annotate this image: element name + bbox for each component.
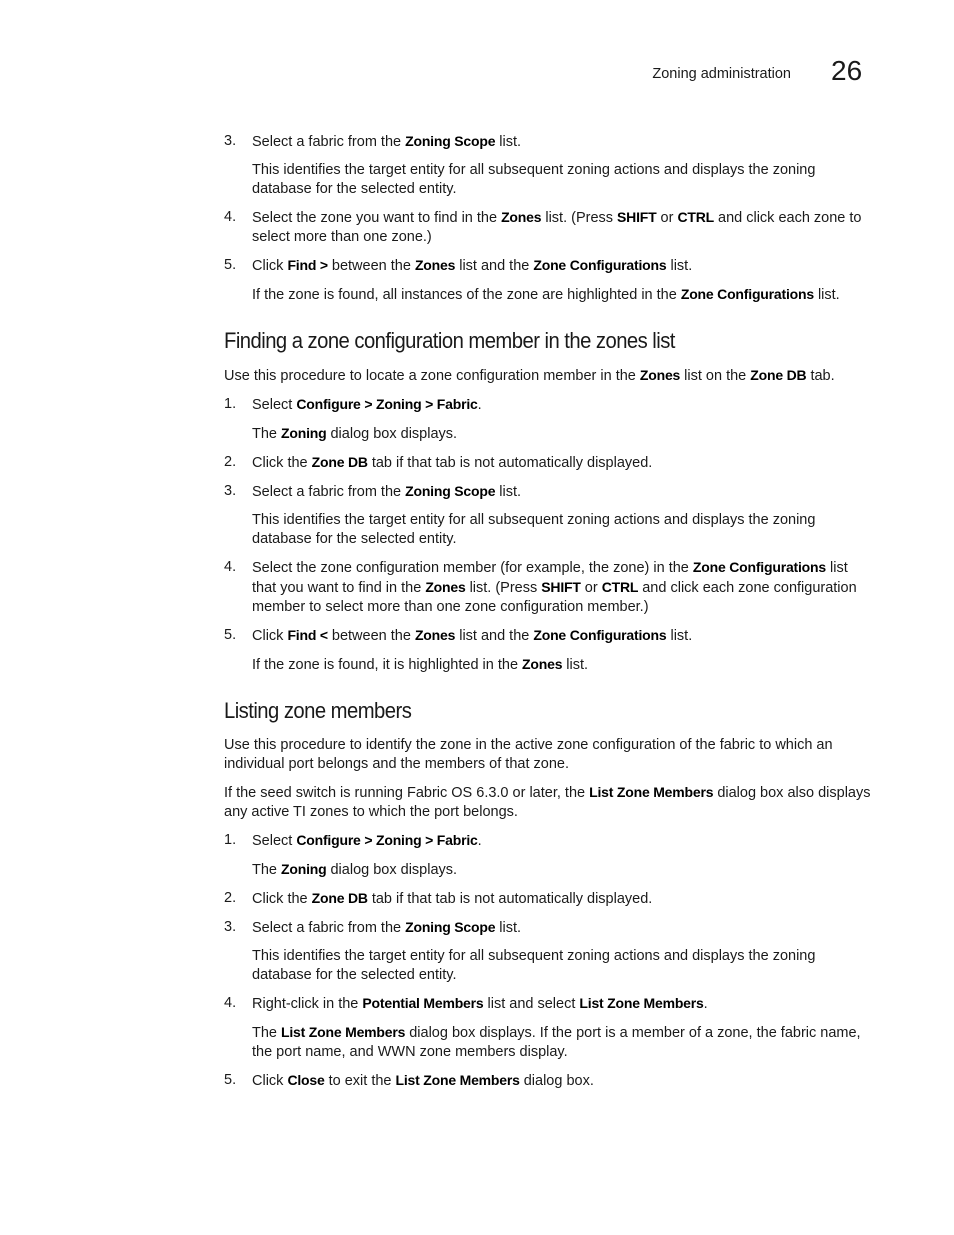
step-2: 2. Click the Zone DB tab if that tab is not automatically displayed. bbox=[224, 454, 653, 471]
step-5-detail: If the zone is found, it is highlighted in the Zones list. bbox=[252, 656, 589, 673]
step-3: 3. Select a fabric from the Zoning Scope list. bbox=[224, 133, 522, 150]
step-3-detail: This identifies the target entity for all subsequent zoning actions and displays the zoning database for the selected entity. bbox=[252, 512, 816, 547]
step-4-detail: The List Zone Members dialog box displays. If the port is a member of a zone, the fabric name, the port name, and WWN zone members display. bbox=[252, 1024, 861, 1060]
step-3-detail: This identifies the target entity for all subsequent zoning actions and displays the zoning database for the selected entity. bbox=[252, 162, 816, 197]
step-4: 4. Select the zone configuration member (for example, the zone) in the Zone Configurations list that you want to find in the Zones list. (Press SHIFT or CTRL and click each zone configuration member to select more than one zone configuration member.) bbox=[224, 559, 857, 615]
step-1-detail: The Zoning dialog box displays. bbox=[252, 861, 458, 878]
step-1: 1. Select Configure > Zoning > Fabric. bbox=[224, 396, 482, 413]
step-5: 5. Click Find > between the Zones list and the Zone Configurations list. bbox=[224, 257, 693, 274]
step-3: 3. Select a fabric from the Zoning Scope list. bbox=[224, 483, 522, 500]
section-intro: Use this procedure to locate a zone configuration member in the Zones list on the Zone DB tab. bbox=[224, 367, 835, 384]
section-intro-2: If the seed switch is running Fabric OS 6.3.0 or later, the List Zone Members dialog box also displays any active TI zones to which the port belongs. bbox=[224, 784, 871, 820]
section-heading: Listing zone members bbox=[224, 698, 412, 723]
step-5: 5. Click Find < between the Zones list and the Zone Configurations list. bbox=[224, 627, 693, 644]
chapter-number: 26 bbox=[831, 55, 863, 86]
step-5: 5. Click Close to exit the List Zone Members dialog box. bbox=[224, 1072, 594, 1089]
step-1-detail: The Zoning dialog box displays. bbox=[252, 425, 458, 442]
step-3: 3. Select a fabric from the Zoning Scope list. bbox=[224, 919, 522, 936]
page-header bbox=[0, 55, 954, 91]
step-2: 2. Click the Zone DB tab if that tab is not automatically displayed. bbox=[224, 890, 653, 907]
section-heading: Finding a zone configuration member in the zones list bbox=[224, 328, 675, 353]
step-4: 4. Select the zone you want to find in the Zones list. (Press SHIFT or CTRL and click each zone to select more than one zone.) bbox=[224, 209, 862, 245]
section-intro: Use this procedure to identify the zone in the active zone configuration of the fabric to which an individual port belongs and the members of that zone. bbox=[224, 737, 833, 772]
page-body bbox=[224, 132, 874, 1100]
step-1: 1. Select Configure > Zoning > Fabric. bbox=[224, 832, 482, 849]
running-header-title: Zoning administration bbox=[652, 66, 791, 82]
step-3-detail: This identifies the target entity for all subsequent zoning actions and displays the zoning database for the selected entity. bbox=[252, 948, 816, 983]
step-4: 4. Right-click in the Potential Members list and select List Zone Members. bbox=[224, 995, 708, 1012]
step-5-detail: If the zone is found, all instances of the zone are highlighted in the Zone Configurations list. bbox=[252, 286, 840, 303]
